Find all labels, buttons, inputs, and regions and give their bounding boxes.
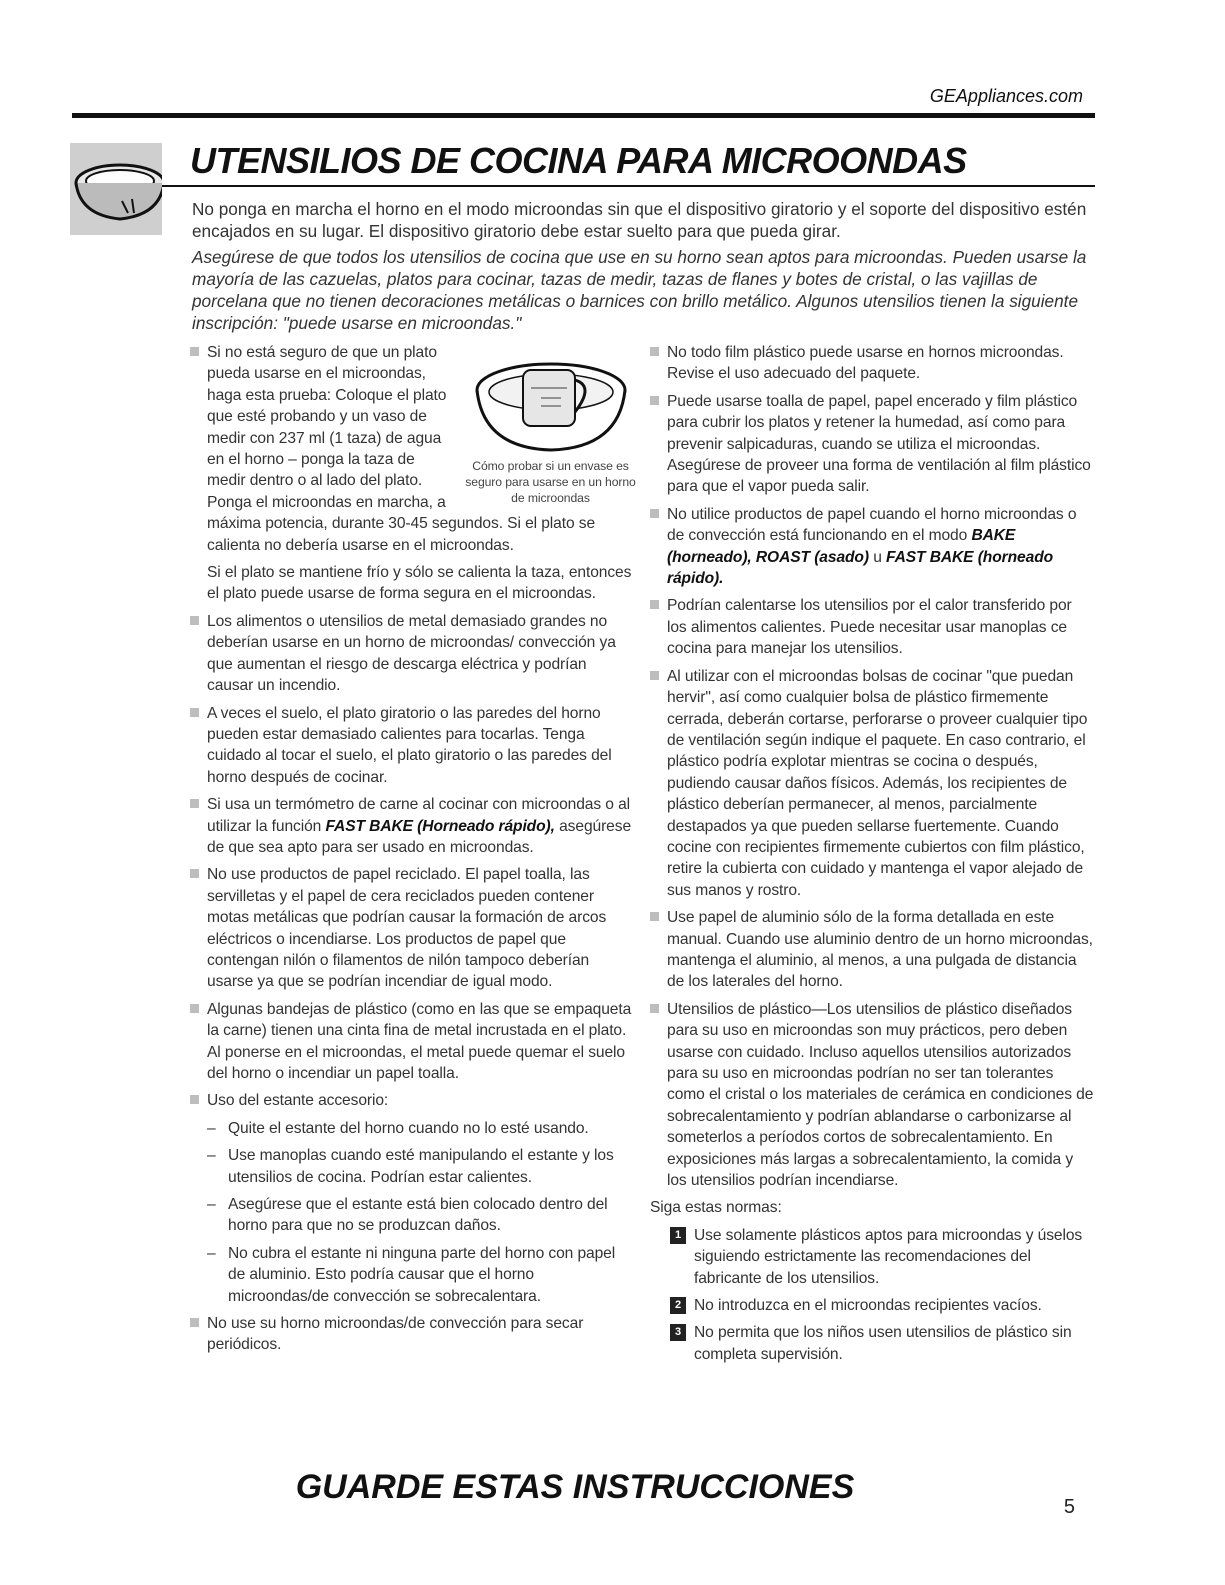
sub-item: – No cubra el estante ni ninguna parte del horno con papel de aluminio. Esto podría causar que el horno microondas/de convección se sobrecalentara. bbox=[207, 1244, 616, 1305]
number-badge: 1 bbox=[670, 1227, 686, 1244]
intro-paragraph: No ponga en marcha el horno en el modo microondas sin que el dispositivo giratorio y el soporte del dispositivo estén encajados en su lugar. El dispositivo giratorio debe estar suelto para que pueda girar. bbox=[192, 199, 1087, 241]
bullet-icon bbox=[650, 912, 659, 921]
bullet-icon bbox=[190, 1095, 199, 1104]
norms-intro: Siga estas normas: bbox=[650, 1199, 782, 1217]
title-rule bbox=[162, 185, 1095, 187]
bullet-icon bbox=[190, 869, 199, 878]
numbered-item bbox=[650, 1295, 1095, 1316]
bullet-icon bbox=[650, 600, 659, 609]
bullet-icon bbox=[190, 708, 199, 717]
sub-item: – Asegúrese que el estante está bien colocado dentro del horno para que no se produzcan daños. bbox=[207, 1196, 608, 1235]
bullet-icon bbox=[650, 347, 659, 356]
item-text: Podrían calentarse los utensilios por el calor transferido por los alimentos calientes. Puede necesitar usar manoplas ce cocina para manejar los utensilios. bbox=[667, 597, 1072, 658]
measuring-cup-bowl-icon bbox=[471, 346, 631, 454]
bullet-icon bbox=[650, 671, 659, 680]
bullet-icon bbox=[190, 799, 199, 808]
sub-item-text: Use manoplas cuando esté manipulando el estante y los utensilios de cocina. Podrían estar calientes. bbox=[228, 1147, 614, 1186]
section-title: UTENSILIOS DE COCINA PARA MICROONDAS bbox=[190, 140, 967, 181]
item-text: No use productos de papel reciclado. El papel toalla, las servilletas y el papel de cera reciclados pueden contener motas metálicas que podrían causar la formación de arcos eléctricos o incendiarse. Los productos de papel que contengan nilón o filamentos de nilón tampoco deberían usarse ya que se podrían incendiar de igual modo. bbox=[207, 866, 607, 991]
fast-bake-label: FAST BAKE (Horneado rápido), bbox=[325, 817, 555, 835]
item-text: Algunas bandejas de plástico (como en las que se empaqueta la carne) tienen una cinta fina de metal incrustada en el plato. Al ponerse en el microondas, el metal puede quemar el suelo del horno o incendiar un papel toalla. bbox=[207, 1000, 632, 1082]
list-item bbox=[650, 595, 1095, 659]
item-text: Uso del estante accesorio: bbox=[207, 1092, 389, 1110]
numbered-item bbox=[650, 1322, 1095, 1365]
left-column bbox=[190, 342, 635, 1362]
item-text: u bbox=[868, 548, 887, 566]
list-item bbox=[650, 666, 1095, 901]
intro-paragraph-italic: Asegúrese de que todos los utensilios de cocina que use en su horno sean aptos para microondas. Pueden usarse la mayoría de las cazuelas, platos para cocinar, tazas de medir, tazas de flanes y botes de cristal, o las vajillas de porcelana que no tienen decoraciones metálicas o barnices con brillo metálico. Algunos utensilios tienen la siguiente inscripción: "puede usarse en microondas." bbox=[192, 247, 1087, 333]
item-text: A veces el suelo, el plato giratorio o las paredes del horno pueden estar demasiado calientes para tocarlas. Tenga cuidado al tocar el suelo, el plato giratorio o las paredes del horno después de cocinar. bbox=[207, 704, 612, 786]
item-text: No use su horno microondas/de convección para secar periódicos. bbox=[207, 1315, 584, 1354]
item-text: Si usa un termómetro de carne al cocinar con microondas o al utilizar la función bbox=[207, 796, 631, 835]
list-item bbox=[650, 999, 1095, 1192]
item-text: No todo film plástico puede usarse en hornos microondas. Revise el uso adecuado del paquete. bbox=[667, 344, 1064, 383]
list-item bbox=[190, 611, 635, 697]
bullet-icon bbox=[190, 1318, 199, 1327]
sub-item-text: No cubra el estante ni ninguna parte del horno con papel de aluminio. Esto podría causar que el horno microondas/de convección se sobrecalentara. bbox=[228, 1244, 616, 1305]
item-text: Use papel de aluminio sólo de la forma detallada en este manual. Cuando use aluminio dentro de un horno microondas, mantenga el aluminio, al menos, a una pulgada de distancia de los laterales del horno. bbox=[667, 909, 1093, 991]
list-item bbox=[650, 342, 1095, 385]
list-item bbox=[190, 864, 635, 992]
numbered-item bbox=[650, 1225, 1095, 1289]
right-column bbox=[650, 342, 1095, 1371]
list-item bbox=[190, 794, 635, 858]
item-text: Utensilios de plástico—Los utensilios de plástico diseñados para su uso en microondas son muy prácticos, pero deben usarse con cuidado. Incluso aquellos utensilios autorizados para su uso en microondas podrían no ser tan tolerantes como el cristal o los materiales de cerámica en condiciones de sobrecalentamiento y podrían ablandarse o carbonizarse al someterlos a períodos cortos de sobrecalentamiento. En exposiciones más largas a sobrecalentamiento, la comida y los utensilios podrían incendiarse. bbox=[667, 1000, 1094, 1190]
number-badge: 2 bbox=[670, 1297, 686, 1314]
footer-title: GUARDE ESTAS INSTRUCCIONES bbox=[295, 1468, 855, 1506]
list-item bbox=[190, 342, 635, 556]
sub-item-text: Quite el estante del horno cuando no lo esté usando. bbox=[228, 1119, 589, 1137]
item-text: Al utilizar con el microondas bolsas de cocinar "que puedan hervir", así como cualquier bolsa de plástico firmemente cerrada, deberán cortarse, perforarse o proveer cualquier tipo de ventilación según indique el paquete. En caso contrario, el plástico podría explotar mientras se cocina o después, pudiendo causar daños físicos. Además, los recipientes de plástico deberían permanecer, al menos, parcialmente destapados ya que pueden sellarse fuertemente. Cuando cocine con recipientes firmemente cubiertos con film plástico, retire la cubierta con cuidado y mantenga el vapor alejado de sus manos y rostro. bbox=[667, 667, 1088, 899]
bullet-icon bbox=[650, 396, 659, 405]
sub-item-text: Asegúrese que el estante está bien colocado dentro del horno para que no se produzcan daños. bbox=[228, 1196, 608, 1235]
item-text: Los alimentos o utensilios de metal demasiado grandes no deberían usarse en un horno de microondas/ convección ya que aumentan el riesgo de descarga eléctrica y podrían causar un incendio. bbox=[207, 612, 616, 695]
item-text: No utilice productos de papel cuando el horno microondas o de convección está funcionando en el modo bbox=[667, 505, 1077, 545]
bullet-icon bbox=[190, 347, 199, 356]
number-badge: 3 bbox=[670, 1324, 686, 1341]
bake-roast-label: BAKE (horneado), ROAST (asado) bbox=[667, 527, 1016, 566]
page-number: 5 bbox=[1063, 1496, 1075, 1518]
list-item bbox=[650, 504, 1095, 590]
fast-bake-label: FAST BAKE (horneado rápido). bbox=[667, 548, 1054, 588]
numbered-item-text: No permita que los niños usen utensilios de plástico sin completa supervisión. bbox=[694, 1324, 1072, 1363]
bullet-icon bbox=[650, 1004, 659, 1013]
list-item bbox=[190, 1313, 635, 1356]
item-text: Si no está seguro de que un plato pueda usarse en el microondas, haga esta prueba: Coloque el plato que esté probando y un vaso de medir con 237 ml (1 taza) de agua en el horno – ponga la taza de medir dentro o al lado del plato. Ponga el microondas en marcha, a máxima potencia, durante 30-45 segundos. Si el plato se calienta no debería usarse en el microondas. bbox=[207, 344, 596, 554]
item-text: asegúrese de que sea apto para ser usado en microondas. bbox=[207, 817, 632, 856]
list-item bbox=[650, 391, 1095, 498]
numbered-item-text: No introduzca en el microondas recipientes vacíos. bbox=[694, 1297, 1042, 1315]
bullet-icon bbox=[650, 509, 659, 518]
sub-item: – Quite el estante del horno cuando no lo esté usando. bbox=[207, 1119, 589, 1137]
test-figure bbox=[458, 346, 643, 506]
list-item bbox=[190, 999, 635, 1085]
header-rule bbox=[72, 113, 1095, 118]
figure-caption: Cómo probar si un envase es seguro para usarse en un horno de microondas bbox=[465, 459, 636, 505]
bullet-icon bbox=[190, 1004, 199, 1013]
numbered-item-text: Use solamente plásticos aptos para microondas y úselos siguiendo estrictamente las recomendaciones del fabricante de los utensilios. bbox=[694, 1226, 1083, 1287]
list-item bbox=[190, 1090, 635, 1111]
item-continuation: Si el plato se mantiene frío y sólo se calienta la taza, entonces el plato puede usarse de forma segura en el microondas. bbox=[207, 564, 632, 603]
site-url: GEAppliances.com bbox=[929, 86, 1083, 106]
list-item bbox=[650, 907, 1095, 993]
cookware-icon bbox=[70, 143, 162, 235]
sub-item: – Use manoplas cuando esté manipulando el estante y los utensilios de cocina. Podrían estar calientes. bbox=[207, 1147, 614, 1186]
list-item bbox=[190, 703, 635, 789]
bullet-icon bbox=[190, 616, 199, 625]
item-text: Puede usarse toalla de papel, papel encerado y film plástico para cubrir los platos y retener la humedad, así como para prevenir salpicaduras, cuando se utiliza el microondas. Asegúrese de proveer una forma de ventilación al film plástico para que el vapor pueda salir. bbox=[667, 392, 1091, 496]
